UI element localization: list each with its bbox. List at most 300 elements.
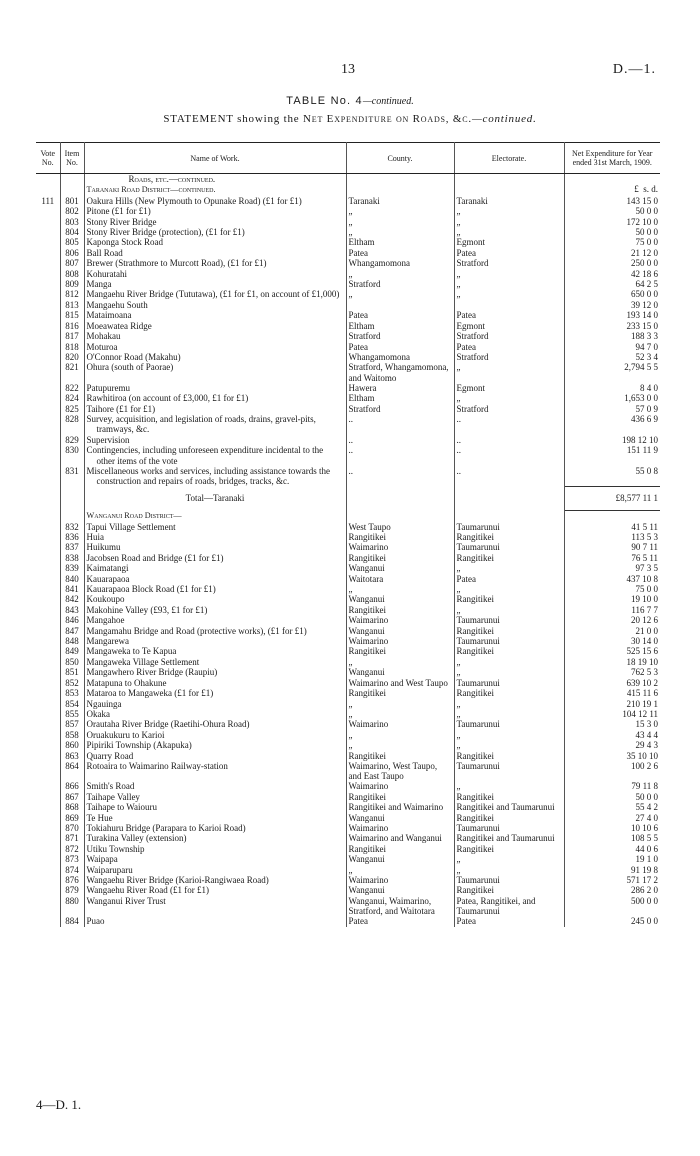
net-expenditure: 43 4 4 [635, 729, 658, 740]
electorate: Stratford [454, 404, 564, 414]
work-name [84, 289, 346, 299]
work-name [84, 279, 346, 289]
table-row [36, 362, 660, 382]
net-expenditure: 50 0 0 [635, 206, 658, 217]
net-expenditure: 97 3 5 [635, 563, 658, 574]
net-expenditure: 193 14 0 [626, 310, 658, 321]
item-no: 812 [60, 289, 84, 299]
item-no: 803 [60, 217, 84, 227]
item-no: 830 [60, 445, 84, 466]
net-expenditure: 250 0 0 [631, 258, 658, 269]
item-no: 860 [60, 740, 84, 750]
vote-no [36, 626, 60, 636]
table-row [36, 875, 660, 885]
county: Rangitikei [346, 553, 454, 563]
vote-no [36, 740, 60, 750]
electorate: „ [454, 730, 564, 740]
county: Wanganui [346, 667, 454, 677]
vote-no [36, 563, 60, 573]
work-name [84, 916, 346, 926]
vote-no [36, 414, 60, 435]
vote-no [36, 657, 60, 667]
work-name [84, 553, 346, 563]
work-name [84, 615, 346, 625]
vote-no [36, 761, 60, 781]
county: Rangitikei [346, 688, 454, 698]
work-name-text: Te Hue [86, 812, 113, 823]
table-row [36, 667, 660, 677]
table-row [36, 352, 660, 362]
table-header-row [36, 143, 660, 174]
table-title [0, 95, 700, 107]
table-row [36, 227, 660, 237]
table-row [36, 844, 660, 854]
county: Taranaki [346, 196, 454, 206]
work-name-text: Quarry Road [86, 750, 134, 761]
electorate: Egmont [454, 237, 564, 247]
work-name [84, 844, 346, 854]
electorate: Rangitikei [454, 813, 564, 823]
electorate: Patea [454, 916, 564, 926]
county: Rangitikei [346, 532, 454, 542]
item-no: 849 [60, 646, 84, 656]
work-name [84, 813, 346, 823]
table-body [36, 174, 660, 927]
electorate: „ [454, 699, 564, 709]
item-no: 884 [60, 916, 84, 926]
statement-subtitle [0, 113, 700, 125]
col-item: Item No. [60, 143, 84, 174]
table-row [36, 657, 660, 667]
electorate: Egmont [454, 383, 564, 393]
county: „ [346, 269, 454, 279]
electorate: „ [454, 865, 564, 875]
net-expenditure: 35 10 10 [626, 750, 658, 761]
work-name-text: Oakura Hills (New Plymouth to Opunake Road) (£1 for £1) [86, 195, 302, 206]
electorate: Rangitikei [454, 553, 564, 563]
electorate: Rangitikei [454, 751, 564, 761]
total-label: Total—Taranaki [84, 487, 346, 510]
net-expenditure: 55 4 2 [635, 802, 658, 813]
item-no: 809 [60, 279, 84, 289]
work-name [84, 227, 346, 237]
table-row [36, 331, 660, 341]
vote-no [36, 709, 60, 719]
county: Rangitikei [346, 751, 454, 761]
county: Waimarino [346, 615, 454, 625]
work-name-text: Mangahoe [86, 615, 125, 626]
item-no: 874 [60, 865, 84, 875]
work-name-text: Mohakau [86, 331, 121, 342]
vote-no [36, 279, 60, 289]
item-no: 822 [60, 383, 84, 393]
table-row [36, 802, 660, 812]
section-heading: Roads, etc.—continued. [128, 174, 216, 184]
net-expenditure: 436 6 9 [631, 413, 658, 424]
work-name-text: Ohura (south of Paorae) [86, 362, 174, 373]
vote-no [36, 844, 60, 854]
item-no: 854 [60, 699, 84, 709]
net-expenditure: 172 10 0 [626, 216, 658, 227]
county: .. [346, 445, 454, 466]
vote-no [36, 813, 60, 823]
vote-no [36, 542, 60, 552]
work-name [84, 584, 346, 594]
net-expenditure: 8 4 0 [640, 382, 658, 393]
work-name-text: Wangaehu River Road (£1 for £1) [86, 885, 209, 896]
work-name-text: Huikumu [86, 542, 121, 553]
vote-no [36, 466, 60, 487]
county [346, 300, 454, 310]
item-no: 871 [60, 833, 84, 843]
work-name-text: Mangamahu Bridge and Road (protective works), (£1 for £1) [86, 625, 307, 636]
county: Waitotara [346, 574, 454, 584]
net-expenditure: 27 4 0 [635, 812, 658, 823]
county: „ [346, 289, 454, 299]
work-name-text: Ngauinga [86, 698, 122, 709]
net-expenditure: 29 4 3 [635, 740, 658, 751]
county: „ [346, 709, 454, 719]
item-no: 820 [60, 352, 84, 362]
vote-no [36, 916, 60, 926]
electorate: Patea [454, 342, 564, 352]
subtitle-lead: STATEMENT showing the [163, 113, 300, 125]
section-row [36, 510, 660, 521]
net-expenditure: 91 19 8 [631, 864, 658, 875]
work-name-text: Kauarapaoa Block Road (£1 for £1) [86, 584, 216, 595]
net-expenditure: 42 18 6 [631, 268, 658, 279]
item-no: 804 [60, 227, 84, 237]
item-no: 842 [60, 594, 84, 604]
work-name [84, 657, 346, 667]
work-name [84, 342, 346, 352]
work-name [84, 310, 346, 320]
item-no: 817 [60, 331, 84, 341]
vote-no [36, 854, 60, 864]
county: „ [346, 730, 454, 740]
table-row [36, 310, 660, 320]
work-name [84, 719, 346, 729]
work-name [84, 300, 346, 310]
work-name [84, 206, 346, 216]
electorate: Taumarunui [454, 761, 564, 781]
net-expenditure: 245 0 0 [631, 916, 658, 927]
net-expenditure: 639 10 2 [626, 677, 658, 688]
table-row [36, 522, 660, 532]
net-expenditure: 108 5 5 [631, 833, 658, 844]
item-no: 836 [60, 532, 84, 542]
net-expenditure: 21 12 0 [631, 247, 658, 258]
table-row [36, 300, 660, 310]
table-row [36, 615, 660, 625]
work-name-text: Moeawatea Ridge [86, 320, 152, 331]
county: Rangitikei and Waimarino [346, 802, 454, 812]
item-no: 829 [60, 435, 84, 445]
work-name [84, 393, 346, 403]
item-no: 848 [60, 636, 84, 646]
county: Wanganui [346, 813, 454, 823]
electorate: „ [454, 657, 564, 667]
vote-no [36, 688, 60, 698]
vote-no [36, 227, 60, 237]
vote-no [36, 667, 60, 677]
county: Patea [346, 248, 454, 258]
work-name-text: Stony River Bridge [86, 216, 157, 227]
table-title-text: TABLE No. 4 [286, 95, 363, 107]
section-heading: Wanganui Road District— [86, 511, 182, 521]
work-name-text: Waipapa [86, 854, 118, 865]
vote-no [36, 875, 60, 885]
work-name-text: Wangaehu River Bridge (Karioi-Rangiwaea Road) [86, 875, 269, 885]
table-row [36, 289, 660, 299]
work-name [84, 414, 346, 435]
section-row [36, 184, 660, 195]
vote-no [36, 331, 60, 341]
pounds-label: £ [634, 184, 639, 195]
county: .. [346, 414, 454, 435]
work-name [84, 792, 346, 802]
document-reference: D.—1. [612, 62, 656, 77]
work-name [84, 802, 346, 812]
table-row [36, 445, 660, 466]
county: „ [346, 206, 454, 216]
table-row [36, 532, 660, 542]
item-no: 840 [60, 574, 84, 584]
work-name-text: Smith's Road [86, 781, 135, 792]
electorate: Patea [454, 248, 564, 258]
table-row [36, 740, 660, 750]
vote-no [36, 574, 60, 584]
table-row [36, 605, 660, 615]
net-expenditure: 10 10 6 [631, 822, 658, 833]
work-name-text: Moturoa [86, 341, 118, 352]
work-name-text: Tokiahuru Bridge (Parapara to Karioi Road) [86, 822, 246, 833]
table-row [36, 646, 660, 656]
table-row [36, 279, 660, 289]
county: „ [346, 227, 454, 237]
item-no: 847 [60, 626, 84, 636]
county: „ [346, 657, 454, 667]
col-electorate: Electorate. [454, 143, 564, 174]
item-no: 851 [60, 667, 84, 677]
county: Hawera [346, 383, 454, 393]
county: Stratford, Whangamomona, and Waitomo [346, 362, 454, 382]
item-no: 806 [60, 248, 84, 258]
item-no: 864 [60, 761, 84, 781]
vote-no [36, 553, 60, 563]
item-no: 816 [60, 321, 84, 331]
item-no: 872 [60, 844, 84, 854]
electorate: Stratford [454, 352, 564, 362]
work-name-text: Okaka [86, 708, 110, 719]
county: Waimarino and West Taupo [346, 678, 454, 688]
item-no: 807 [60, 258, 84, 268]
table-row [36, 594, 660, 604]
subtitle-continued: —continued. [471, 113, 537, 125]
table-row [36, 321, 660, 331]
col-name: Name of Work. [84, 143, 346, 174]
item-no: 867 [60, 792, 84, 802]
net-expenditure: 18 19 10 [626, 656, 658, 667]
vote-no: 111 [36, 196, 60, 206]
work-name [84, 404, 346, 414]
item-no: 869 [60, 813, 84, 823]
electorate: Rangitikei [454, 844, 564, 854]
work-name-text: Supervision [86, 434, 130, 445]
item-no: 879 [60, 885, 84, 895]
table-row [36, 393, 660, 403]
table-row [36, 626, 660, 636]
work-name [84, 781, 346, 791]
work-name-text: Taihore (£1 for £1) [86, 403, 156, 414]
expenditure-table [36, 142, 660, 927]
work-name-text: Matapuna to Ohakune [86, 677, 167, 688]
electorate: „ [454, 393, 564, 403]
vote-no [36, 646, 60, 656]
work-name [84, 646, 346, 656]
county: Stratford [346, 279, 454, 289]
item-no: 843 [60, 605, 84, 615]
county: Waimarino [346, 781, 454, 791]
table-row [36, 466, 660, 487]
electorate: Taumarunui [454, 522, 564, 532]
work-name-text: Survey, acquisition, and legislation of roads, drains, gravel-pits, tramways, &c. [86, 413, 316, 435]
item-no: 824 [60, 393, 84, 403]
county: Wanganui, Waimarino, Stratford, and Waitotara [346, 896, 454, 916]
net-expenditure: 21 0 0 [635, 625, 658, 636]
net-expenditure: 41 5 11 [631, 521, 658, 532]
table-row [36, 833, 660, 843]
vote-no [36, 584, 60, 594]
work-name-text: Wanganui River Trust [86, 895, 166, 906]
county: Rangitikei [346, 844, 454, 854]
work-name-text: Puao [86, 916, 105, 927]
electorate: Taumarunui [454, 678, 564, 688]
vote-no [36, 383, 60, 393]
work-name-text: Taihape Valley [86, 791, 140, 802]
net-expenditure: 64 2 5 [635, 279, 658, 290]
work-name-text: Contingencies, including unforeseen expenditure incidental to the other items of the vote [86, 445, 324, 466]
work-name-text: Kaimatangi [86, 563, 129, 574]
net-expenditure: 19 10 0 [631, 594, 658, 605]
county: Stratford [346, 331, 454, 341]
net-expenditure: 44 0 6 [635, 843, 658, 854]
item-no: 821 [60, 362, 84, 382]
vote-no [36, 605, 60, 615]
work-name-text: Rotoaira to Waimarino Railway-station [86, 760, 228, 771]
electorate: Patea, Rangitikei, and Taumarunui [454, 896, 564, 916]
table-row [36, 248, 660, 258]
work-name-text: Stony River Bridge (protection), (£1 for £1) [86, 227, 245, 238]
vote-no [36, 258, 60, 268]
work-name-text: Miscellaneous works and services, including assistance towards the construction and repairs of roads, bridges, tracks, &c. [86, 465, 330, 487]
work-name [84, 605, 346, 615]
vote-no [36, 435, 60, 445]
table-row [36, 761, 660, 781]
vote-no [36, 532, 60, 542]
table-row [36, 699, 660, 709]
electorate: Rangitikei [454, 532, 564, 542]
county: Wanganui [346, 854, 454, 864]
electorate: Taumarunui [454, 636, 564, 646]
table-row [36, 885, 660, 895]
item-no: 863 [60, 751, 84, 761]
work-name [84, 699, 346, 709]
electorate: .. [454, 414, 564, 435]
electorate: Rangitikei and Taumarunui [454, 802, 564, 812]
net-expenditure: 762 5 3 [631, 667, 658, 678]
item-no: 828 [60, 414, 84, 435]
section-heading: Taranaki Road District—continued. [86, 185, 216, 195]
item-no: 880 [60, 896, 84, 916]
page-header [0, 62, 700, 82]
net-expenditure: 55 0 8 [635, 465, 658, 476]
vote-no [36, 310, 60, 320]
vote-no [36, 289, 60, 299]
work-name-text: Rawhitiroa (on account of £3,000, £1 for £1) [86, 393, 249, 404]
work-name [84, 383, 346, 393]
net-expenditure: 75 0 0 [635, 237, 658, 248]
item-no: 873 [60, 854, 84, 864]
vote-no [36, 404, 60, 414]
county: Wanganui [346, 594, 454, 604]
table-row [36, 196, 660, 206]
work-name-text: Tapui Village Settlement [86, 521, 176, 532]
work-name [84, 352, 346, 362]
work-name [84, 740, 346, 750]
col-net-expenditure: Net Expenditure for Year ended 31st March, 1909. [564, 143, 660, 174]
item-no: 818 [60, 342, 84, 352]
table-row [36, 574, 660, 584]
work-name-text: Makohine Valley (£93, £1 for £1) [86, 604, 208, 615]
electorate: „ [454, 740, 564, 750]
county: Waimarino and Wanganui [346, 833, 454, 843]
electorate: Taranaki [454, 196, 564, 206]
electorate: Taumarunui [454, 615, 564, 625]
item-no: 870 [60, 823, 84, 833]
electorate: Rangitikei [454, 885, 564, 895]
electorate: .. [454, 435, 564, 445]
county: „ [346, 217, 454, 227]
electorate: „ [454, 227, 564, 237]
work-name [84, 542, 346, 552]
electorate: „ [454, 854, 564, 864]
vote-no [36, 248, 60, 258]
page-number: 13 [341, 62, 355, 77]
vote-no [36, 269, 60, 279]
table-row [36, 688, 660, 698]
county: „ [346, 699, 454, 709]
work-name-text: Huia [86, 532, 104, 542]
work-name [84, 854, 346, 864]
work-name-text: Orautaha River Bridge (Raetihi-Ohura Road) [86, 719, 250, 730]
work-name-text: Kaponga Stock Road [86, 237, 163, 248]
county: Whangamomona [346, 258, 454, 268]
electorate: „ [454, 605, 564, 615]
county: Wanganui [346, 626, 454, 636]
item-no: 825 [60, 404, 84, 414]
vote-no [36, 823, 60, 833]
county: Rangitikei [346, 646, 454, 656]
net-expenditure: 30 14 0 [631, 636, 658, 647]
work-name [84, 331, 346, 341]
item-no: 850 [60, 657, 84, 667]
county: Waimarino [346, 542, 454, 552]
item-no: 853 [60, 688, 84, 698]
county: Wanganui [346, 563, 454, 573]
table-row [36, 823, 660, 833]
work-name [84, 248, 346, 258]
